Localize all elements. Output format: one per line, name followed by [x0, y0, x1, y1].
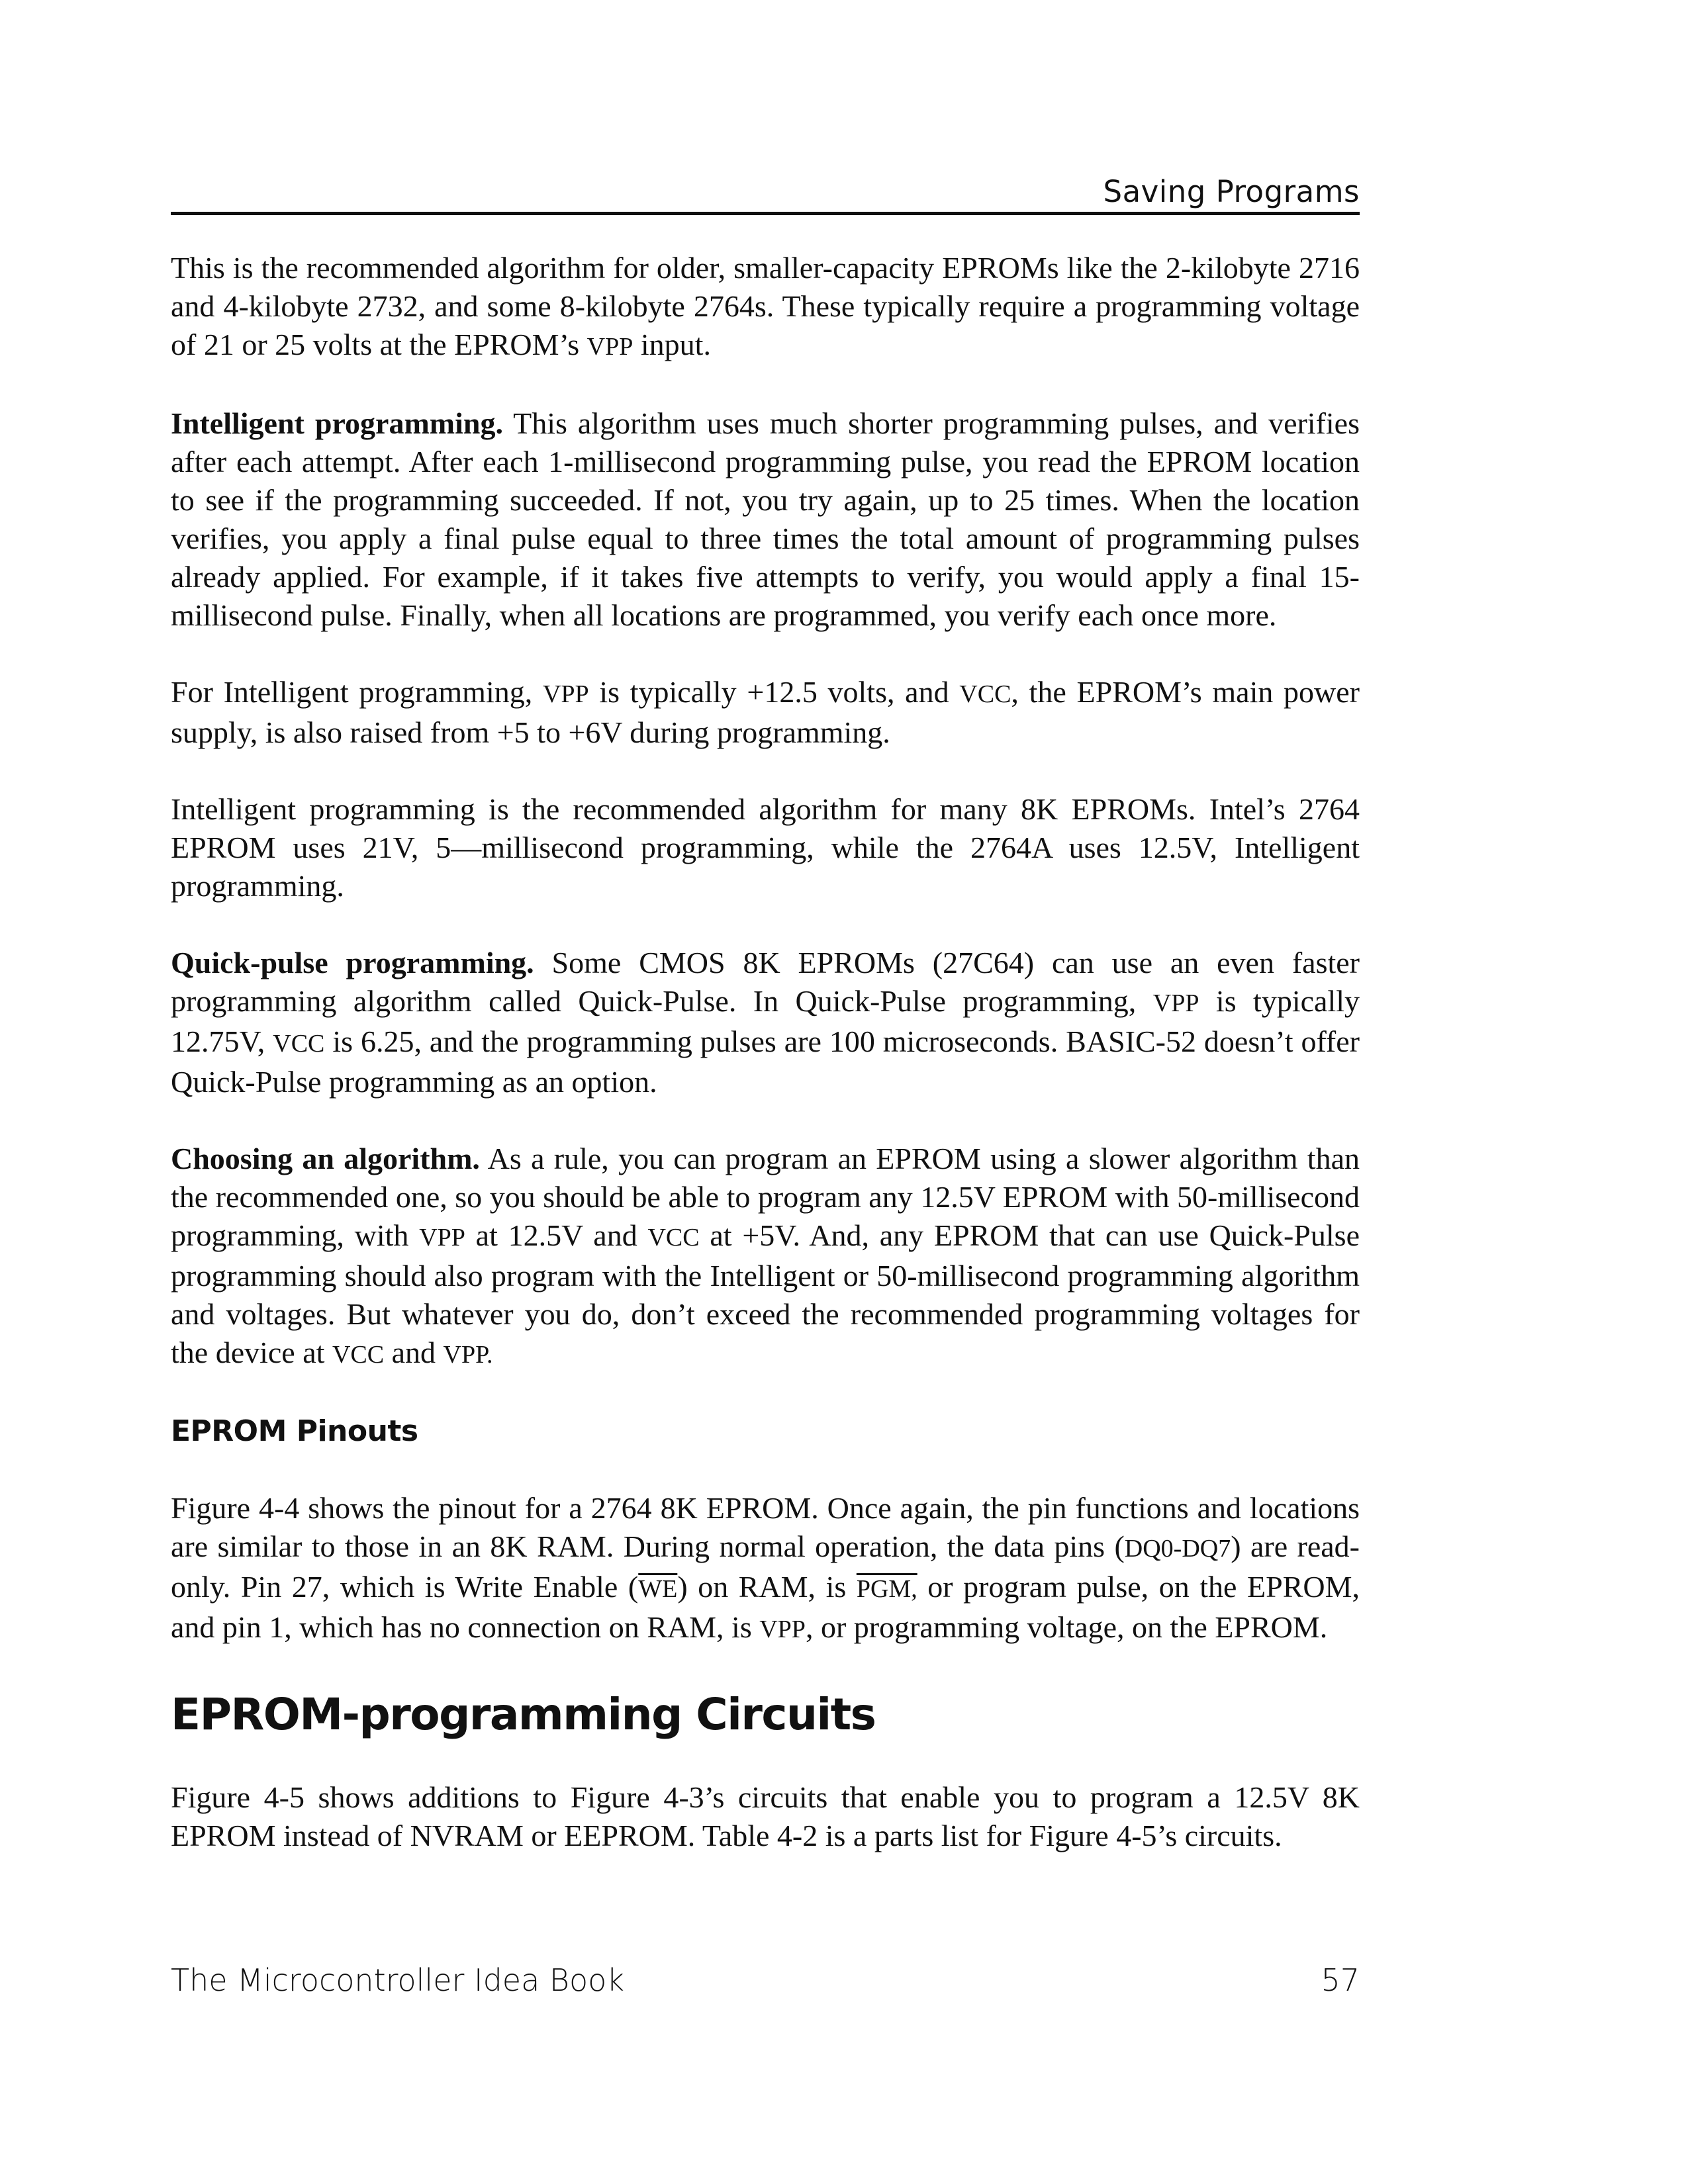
runin-heading: Quick-pulse programming. [171, 946, 534, 979]
text-run: is typically 12.75V, [171, 984, 1360, 1058]
signal-vpp: VPP [586, 333, 633, 361]
paragraph-quick-pulse [171, 944, 1360, 1101]
text-run: , the EPROM’s main power supply, is also raised from +5 to +6V during programming. [171, 675, 1360, 749]
text-run: Figure 4-5 shows additions to Figure 4-3’s circuits that enable you to program a 12.5V 8K EPROM instead of NVRAM or EEPROM. Table 4-2 is a parts list for Figure 4-5’s circuits. [171, 1780, 1360, 1852]
signal-vpp: VPP. [443, 1341, 493, 1369]
signal-vpp: VPP [419, 1224, 465, 1251]
paragraph-intel-2764 [171, 790, 1360, 905]
text-run: and [384, 1336, 444, 1369]
paragraph-older-eproms [171, 249, 1360, 366]
text-run: , or programming voltage, on the EPROM. [805, 1610, 1328, 1644]
footer-book-title: The Microcontroller Idea Book [171, 1962, 624, 1998]
signal-vpp: VPP [759, 1615, 806, 1643]
signal-vcc: VCC [273, 1030, 325, 1058]
body-text [171, 249, 1360, 1855]
runin-heading: Choosing an algorithm. [171, 1142, 480, 1175]
text-run: or program pulse, on the EPROM, and pin 1, which has no connection on RAM, is [171, 1570, 1360, 1644]
signal-vcc: VCC [647, 1224, 700, 1251]
running-header: Saving Programs [1103, 174, 1360, 209]
footer-page-number: 57 [1321, 1962, 1360, 1998]
paragraph-choosing-algorithm [171, 1140, 1360, 1374]
runin-heading: Intelligent programming. [171, 406, 503, 440]
text-run: ) on RAM, is [677, 1570, 857, 1604]
signal-we-overbar: $\overline{WE}$ [638, 1575, 678, 1603]
signal-vpp: VPP [542, 680, 589, 708]
text-run: For Intelligent programming, [171, 675, 543, 709]
text-run: ) are read-only. Pin 27, which is Write Enable ( [171, 1529, 1360, 1604]
document-page [171, 0, 1360, 2184]
paragraph-intelligent-programming [171, 404, 1360, 635]
page-footer [171, 1960, 1360, 2000]
text-run: at 12.5V and [465, 1218, 648, 1252]
header-rule [171, 212, 1360, 215]
text-run: at +5V. And, any EPROM that can use Quick-Pulse programming should also program with the Intelligent or 50-millisecond programming algorithm and voltages. But whatever you do, don’t exceed the recommended programming voltages for the device at [171, 1218, 1360, 1369]
signal-dq0-dq7: DQ0-DQ7 [1124, 1535, 1231, 1563]
text-run: is typically +12.5 volts, and [588, 675, 960, 709]
text-run: Figure 4-4 shows the pinout for a 2764 8K EPROM. Once again, the pin functions and locations are similar to those in an 8K RAM. During normal operation, the data pins ( [171, 1491, 1360, 1563]
text-run: input. [633, 328, 711, 361]
paragraph-figure-4-5 [171, 1778, 1360, 1855]
section-heading-eprom-circuits: EPROM-programming Circuits [171, 1689, 876, 1740]
text-run: As a rule, you can program an EPROM using a slower algorithm than the recommended one, so you should be able to program any 12.5V EPROM with 50-millisecond programming, with [171, 1142, 1360, 1252]
signal-vpp: VPP [1152, 989, 1199, 1017]
paragraph-intelligent-voltages [171, 673, 1360, 752]
text-run: Some CMOS 8K EPROMs (27C64) can use an even faster programming algorithm called Quick-Pulse. In Quick-Pulse programming, [171, 946, 1360, 1018]
text-run: Intelligent programming is the recommended algorithm for many 8K EPROMs. Intel’s 2764 EPROM uses 21V, 5—millisecond programming, while the 2764A uses 12.5V, Intelligent programming. [171, 792, 1360, 903]
subheading-eprom-pinouts: EPROM Pinouts [171, 1414, 418, 1448]
paragraph-pinout [171, 1489, 1360, 1649]
text-run: This algorithm uses much shorter programming pulses, and verifies after each attempt. After each 1-millisecond programming pulse, you read the EPROM location to see if the programming succeeded. If not, you try again, up to 25 times. When the location verifies, you apply a final pulse equal to three times the total amount of programming pulses already applied. For example, if it takes five attempts to verify, you would apply a final 15-millisecond pulse. Finally, when all locations are programmed, you verify each once more. [171, 406, 1360, 632]
text-run: is 6.25, and the programming pulses are 100 microseconds. BASIC-52 doesn’t offer Quick-Pulse programming as an option. [171, 1024, 1360, 1099]
signal-vcc: VCC [332, 1341, 385, 1369]
signal-vcc: VCC [959, 680, 1011, 708]
signal-pgm-overbar: PGM, [856, 1575, 917, 1603]
text-run: This is the recommended algorithm for older, smaller-capacity EPROMs like the 2-kilobyte 2716 and 4-kilobyte 2732, and some 8-kilobyte 2764s. These typically require a programming voltage of 21 or 25 volts at the EPROM’s [171, 251, 1360, 361]
